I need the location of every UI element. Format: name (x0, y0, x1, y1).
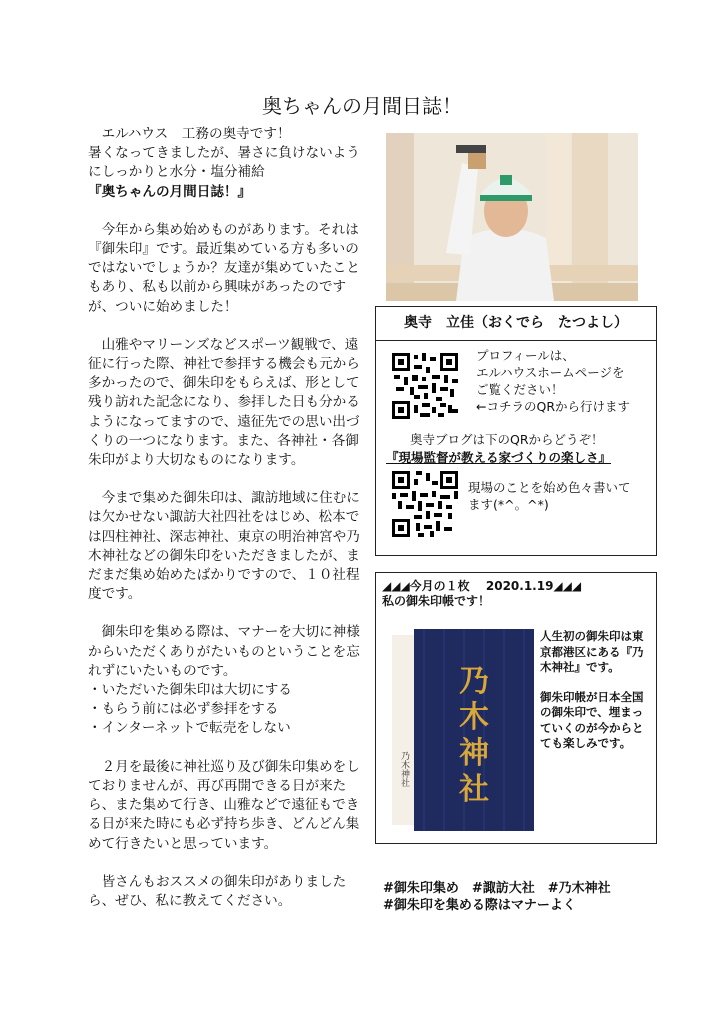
stamp-char: 神 (459, 736, 489, 771)
caption-2: 御朱印帳が日本全国の御朱印で、埋まっていくのが今からとても楽しみです。 (540, 689, 644, 750)
hashtag-line: #御朱印を集める際はマナーよく (383, 898, 576, 913)
page-title: 奥ちゃんの月間日誌！ (262, 94, 462, 118)
paragraph: ２月を最後に神社巡り及び御朱印集めをしておりませんが、再び再開できる日が来たら、また集めて行き、山雅などで遠征もできる日が来た時にも必ず持ち歩き、どんどん集めて行きたいと思っています。 (88, 758, 360, 852)
intro-line2: 暑くなってきましたが、暑さに負けないようにしっかりと水分・塩分補給 (88, 145, 360, 181)
monthly-photo-box (375, 572, 657, 844)
paragraph: 今まで集めた御朱印は、諏訪地域に住むには欠かせない諏訪大社四社をはじめ、松本では四柱神社、深志神社、東京の明治神宮や乃木神社などの御朱印をいただきましたが、まだまだ集め始めたばかりですので、１０社程度です。 (88, 490, 360, 603)
paragraph: 御朱印を集める際は、マナーを大切に神様からいただくありがたいものということを忘れずにいたいものです。 ・いただいた御朱印は大切にする ・もらう前には必ず参拝をする ・インターネットで転売をしない (88, 624, 360, 737)
stamp-char: 社 (459, 772, 489, 807)
stamp-char: 木 (459, 700, 489, 735)
goshuin-book-photo (388, 629, 534, 831)
hashtag-line: #御朱印集め #諏訪大社 #乃木神社 (383, 881, 611, 896)
monthly-header (382, 579, 581, 609)
intro-line1: エルハウス 工務の奥寺です！ (88, 126, 291, 142)
caption-1: 人生初の御朱印は東京都港区にある『乃木神社』です。 (540, 629, 644, 674)
intro-line3: 『奥ちゃんの月間日誌！』 (88, 183, 252, 200)
blog-intro: 奥寺ブログは下のQRからどうぞ！ (410, 432, 604, 447)
profile-box (375, 306, 657, 556)
paragraph: 山雅やマリーンズなどスポーツ観戦で、遠征に行った際、神社で参拝する機会も元から多かったので、御朱印をもらえば、形として残り訪れた記念になり、参拝した日も分かるようになってますので、遠征先での思い出づくりの一つになります。また、各神社・各御朱印がより大切なものになります。 (88, 336, 360, 469)
monthly-header-line: ◢◢◢今月の１枚 2020.1.19◢◢◢ (382, 579, 582, 593)
author-name: 奥寺 立佳（おくでら たつよし） (376, 307, 656, 341)
author-photo (386, 133, 638, 301)
article-body (88, 125, 364, 930)
monthly-subtitle: 私の御朱印帳です！ (382, 594, 491, 608)
paragraph: 今年から集め始めものがあります。それは『御朱印』です。最近集めている方も多いのではないでしょうか？友達が集めていたこともあり、私も以前から興味があったのですが、ついに始めました！ (88, 221, 360, 315)
hashtags (383, 880, 611, 914)
blog-title[interactable]: 『現場監督が教える家づくりの楽しさ』 (386, 450, 612, 465)
qr-code-blog[interactable] (392, 471, 458, 537)
qr-code-homepage[interactable] (392, 353, 458, 419)
blog-text: 現場のことを始め色々書いて ます(*^。^*) (468, 480, 631, 512)
stamp-side-text: 乃木神社 (399, 751, 409, 787)
monthly-caption (540, 629, 652, 766)
intro (88, 125, 364, 202)
stamp-char: 乃 (459, 664, 489, 699)
profile-text: プロフィールは、 エルハウスホームページを ご覧ください！ ←コチラのQRから行けます (476, 348, 630, 414)
paragraph: 皆さんもおススメの御朱印がありましたら、ぜひ、私に教えてください。 (88, 873, 347, 909)
